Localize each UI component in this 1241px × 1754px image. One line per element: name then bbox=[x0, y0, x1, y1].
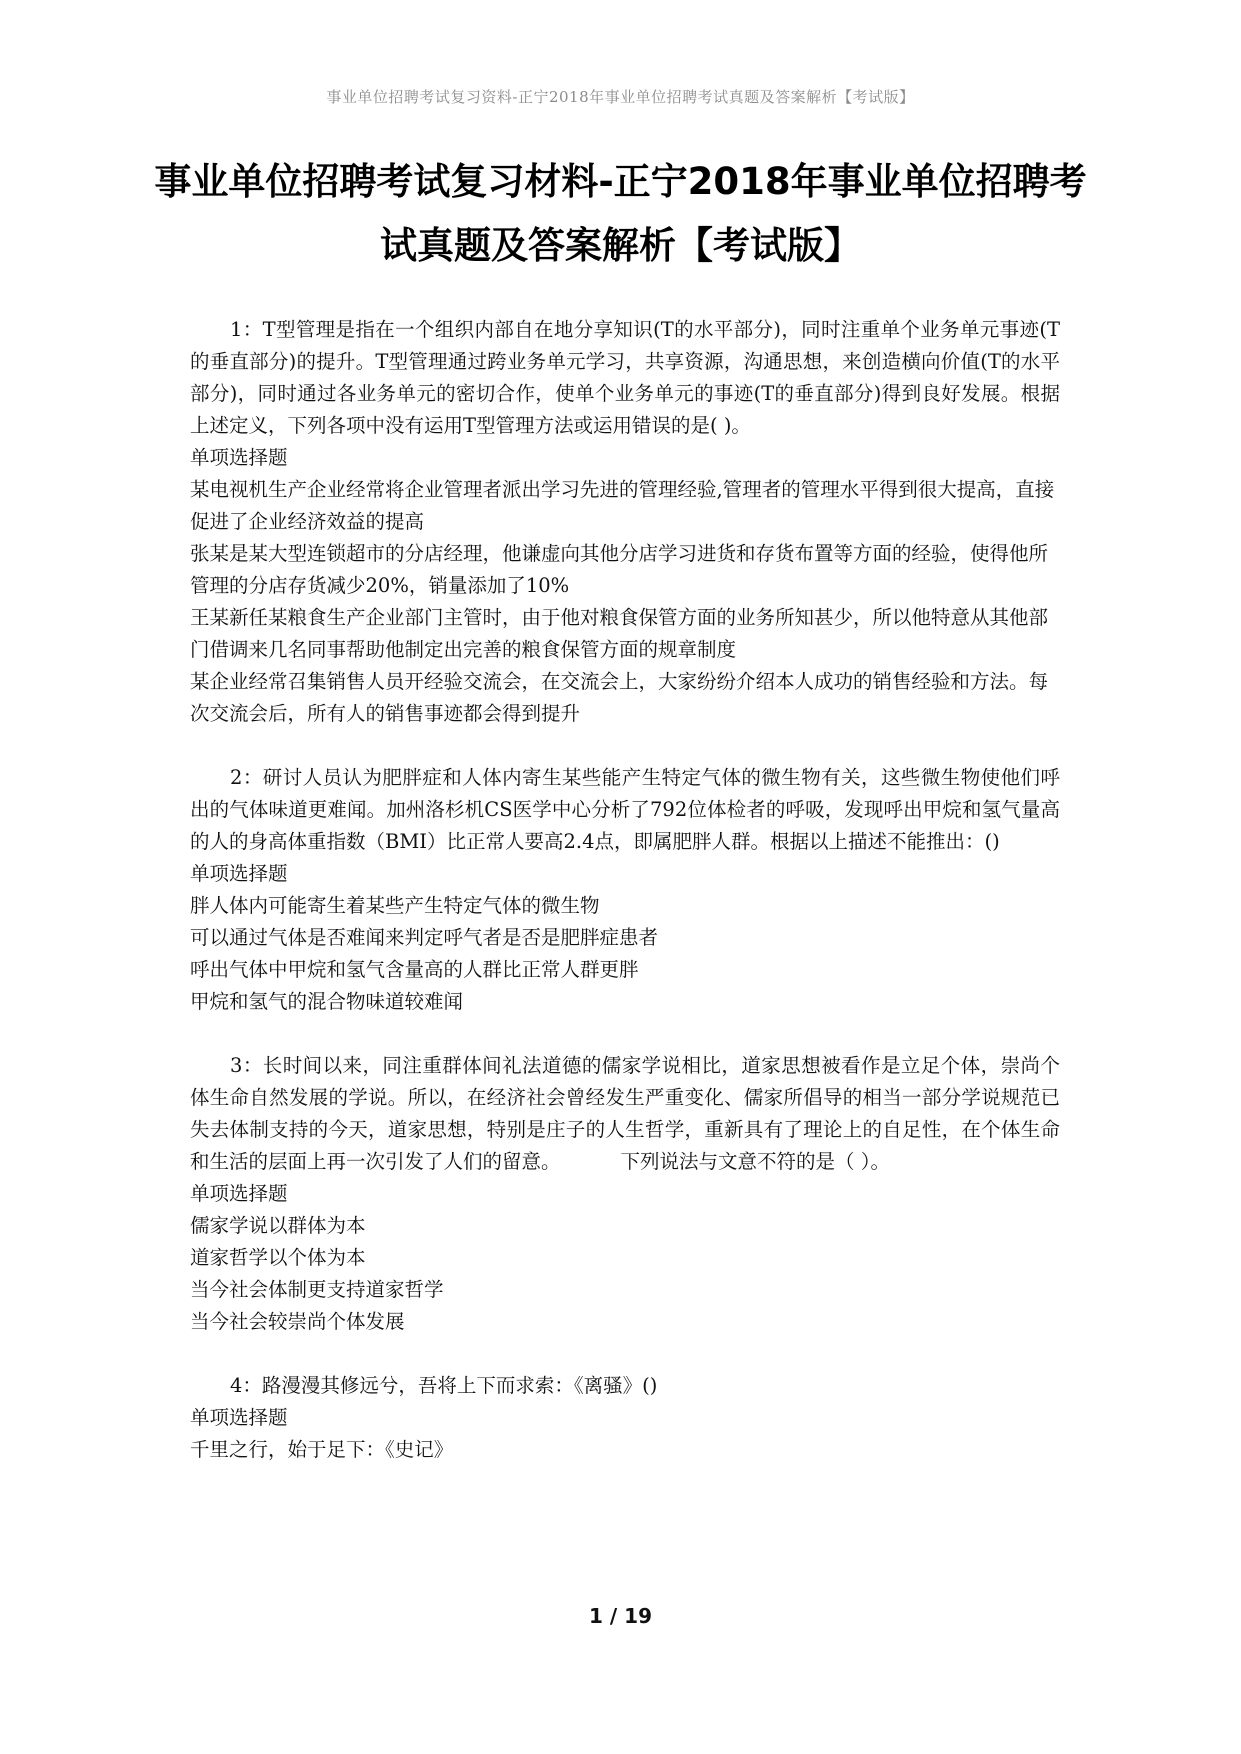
running-header: 事业单位招聘考试复习资料-正宁2018年事业单位招聘考试真题及答案解析【考试版】 bbox=[326, 88, 915, 106]
answer-option: 某电视机生产企业经常将企业管理者派出学习先进的管理经验,管理者的管理水平得到很大提高，直接促进了企业经济效益的提高 bbox=[190, 478, 1055, 533]
answer-option: 当今社会体制更支持道家哲学 bbox=[190, 1278, 444, 1301]
document-title bbox=[150, 150, 1091, 278]
question-type: 单项选择题 bbox=[190, 862, 288, 885]
question-stem-part-1: 3：长时间以来，同注重群体间礼法道德的儒家学说相比，道家思想被看作是立足个体，崇尚个体生命自然发展的学说。所以，在经济社会曾经发生严重变化、儒家所倡导的相当一部分学说规范已失去体制支持的今天，道家思想，特别是庄子的人生哲学，重新具有了理论上的自足性，在个体生命和生活的层面上再一次引发了人们的留意。 bbox=[190, 1054, 1060, 1173]
question-stem bbox=[190, 1050, 1060, 1178]
question-2 bbox=[190, 762, 1060, 1018]
answer-option: 呼出气体中甲烷和氢气含量高的人群比正常人群更胖 bbox=[190, 958, 639, 981]
question-stem-part-2: 下列说法与文意不符的是（ ）。 bbox=[620, 1150, 890, 1173]
question-stem: 4：路漫漫其修远兮，吾将上下而求索：《离骚》() bbox=[230, 1374, 658, 1397]
answer-option: 某企业经常召集销售人员开经验交流会，在交流会上，大家纷纷介绍本人成功的销售经验和方法。每次交流会后，所有人的销售事迹都会得到提升 bbox=[190, 670, 1049, 725]
question-type: 单项选择题 bbox=[190, 1182, 288, 1205]
answer-option: 王某新任某粮食生产企业部门主管时，由于他对粮食保管方面的业务所知甚少，所以他特意从其他部门借调来几名同事帮助他制定出完善的粮食保管方面的规章制度 bbox=[190, 606, 1049, 661]
answer-option: 张某是某大型连锁超市的分店经理，他谦虚向其他分店学习进货和存货布置等方面的经验，使得他所管理的分店存货减少20%，销量添加了10% bbox=[190, 542, 1049, 597]
answer-option: 道家哲学以个体为本 bbox=[190, 1246, 366, 1269]
answer-option: 儒家学说以群体为本 bbox=[190, 1214, 366, 1237]
question-1 bbox=[190, 314, 1060, 730]
answer-option: 千里之行，始于足下：《史记》 bbox=[190, 1438, 454, 1461]
answer-option: 甲烷和氢气的混合物味道较难闻 bbox=[190, 990, 464, 1013]
question-type: 单项选择题 bbox=[190, 446, 288, 469]
document-body bbox=[190, 314, 1060, 1498]
question-3 bbox=[190, 1050, 1060, 1338]
answer-option: 可以通过气体是否难闻来判定呼气者是否是肥胖症患者 bbox=[190, 926, 659, 949]
document-title-line-2: 试真题及答案解析【考试版】 bbox=[380, 224, 861, 267]
answer-option: 当今社会较崇尚个体发展 bbox=[190, 1310, 405, 1333]
question-stem: 1：T型管理是指在一个组织内部自在地分享知识(T的水平部分)，同时注重单个业务单元事迹(T的垂直部分)的提升。T型管理通过跨业务单元学习，共享资源，沟通思想，来创造横向价值(T的水平部分)，同时通过各业务单元的密切合作，使单个业务单元的事迹(T的垂直部分)得到良好发展。根据上述定义，下列各项中没有运用T型管理方法或运用错误的是( )。 bbox=[190, 318, 1060, 437]
question-type: 单项选择题 bbox=[190, 1406, 288, 1429]
question-4 bbox=[190, 1370, 1060, 1466]
document-title-line-1: 事业单位招聘考试复习材料-正宁2018年事业单位招聘考 bbox=[154, 160, 1087, 203]
page-number: 1 / 19 bbox=[589, 1604, 652, 1628]
answer-option: 胖人体内可能寄生着某些产生特定气体的微生物 bbox=[190, 894, 600, 917]
question-stem: 2：研讨人员认为肥胖症和人体内寄生某些能产生特定气体的微生物有关，这些微生物使他们呼出的气体味道更难闻。加州洛杉机CS医学中心分析了792位体检者的呼吸，发现呼出甲烷和氢气量高的人的身高体重指数（BMI）比正常人要高2.4点，即属肥胖人群。根据以上描述不能推出：() bbox=[190, 766, 1060, 853]
